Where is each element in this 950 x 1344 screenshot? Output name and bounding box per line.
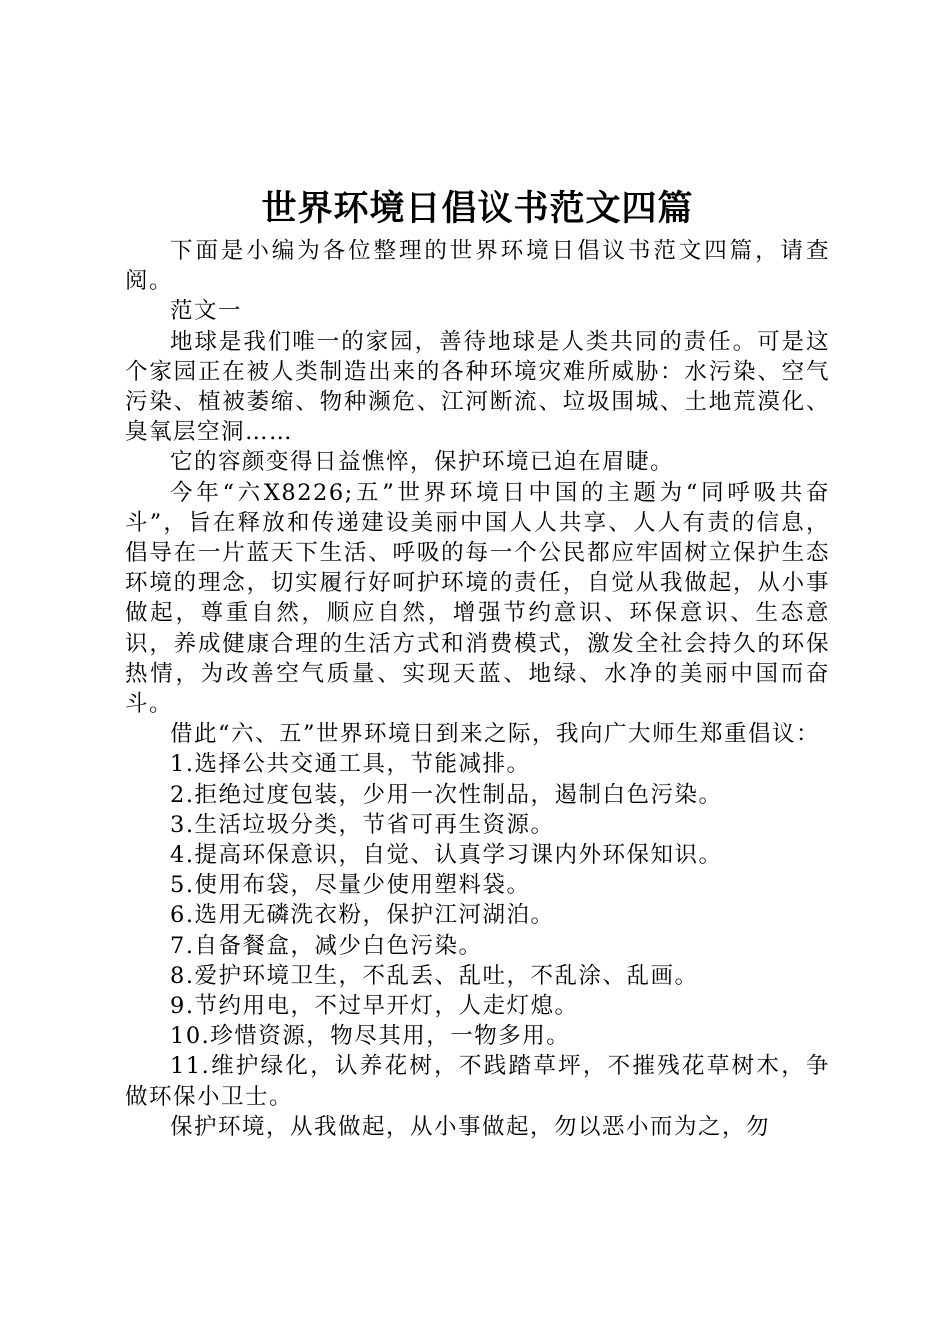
intro-paragraph: 下面是小编为各位整理的世界环境日倡议书范文四篇，请查阅。 — [125, 238, 830, 295]
body-paragraph: 借此“六、五”世界环境日到来之际，我向广大师生郑重倡议： — [170, 721, 821, 748]
body-paragraph: 今年“六X8226;五”世界环境日中国的主题为“同呼吸共奋斗”，旨在释放和传递建设美丽中国人人共享、人人有责的信息，倡导在一片蓝天下生活、呼吸的每一个公民都应牢固树立保护生态环境的理念，切实履行好呵护环境的责任，自觉从我做起，从小事做起，尊重自然，顺应自然，增强节约意识、环保意识、生态意识，养成健康合理的生活方式和消费模式，激发全社会持久的环保热情，为改善空气质量、实现天蓝、地绿、水净的美丽中国而奋斗。 — [125, 479, 830, 718]
proposal-item: 4.提高环保意识，自觉、认真学习课内外环保知识。 — [170, 842, 723, 869]
body-paragraph: 它的容颜变得日益憔悴，保护环境已迫在眉睫。 — [170, 449, 675, 476]
proposal-item: 10.珍惜资源，物尽其用，一物多用。 — [170, 1023, 571, 1050]
proposal-item: 6.选用无磷洗衣粉，保护江河湖泊。 — [170, 902, 555, 929]
proposal-item: 5.使用布袋，尽量少使用塑料袋。 — [170, 872, 531, 899]
body-paragraph: 地球是我们唯一的家园，善待地球是人类共同的责任。可是这个家园正在被人类制造出来的各种环境灾难所威胁：水污染、空气污染、植被萎缩、物种濒危、江河断流、垃圾围城、土地荒漠化、臭氧层空洞…… — [125, 328, 830, 446]
document-title: 世界环境日倡议书范文四篇 — [261, 188, 694, 229]
proposal-item: 7.自备餐盒，减少白色污染。 — [170, 932, 483, 959]
proposal-item: 1.选择公共交通工具，节能减排。 — [170, 751, 531, 778]
document-page — [125, 182, 830, 1142]
proposal-item: 11.维护绿化，认养花树，不践踏草坪，不摧残花草树木，争做环保小卫士。 — [125, 1053, 830, 1110]
closing-paragraph: 保护环境，从我做起，从小事做起，勿以恶小而为之，勿 — [170, 1113, 771, 1140]
proposal-item: 2.拒绝过度包装，少用一次性制品，遏制白色污染。 — [170, 781, 723, 808]
proposal-item: 3.生活垃圾分类，节省可再生资源。 — [170, 811, 555, 838]
proposal-item: 8.爱护环境卫生，不乱丢、乱吐，不乱涂、乱画。 — [170, 962, 699, 989]
proposal-item: 9.节约用电，不过早开灯，人走灯熄。 — [170, 993, 579, 1020]
section-heading: 范文一 — [170, 298, 243, 325]
